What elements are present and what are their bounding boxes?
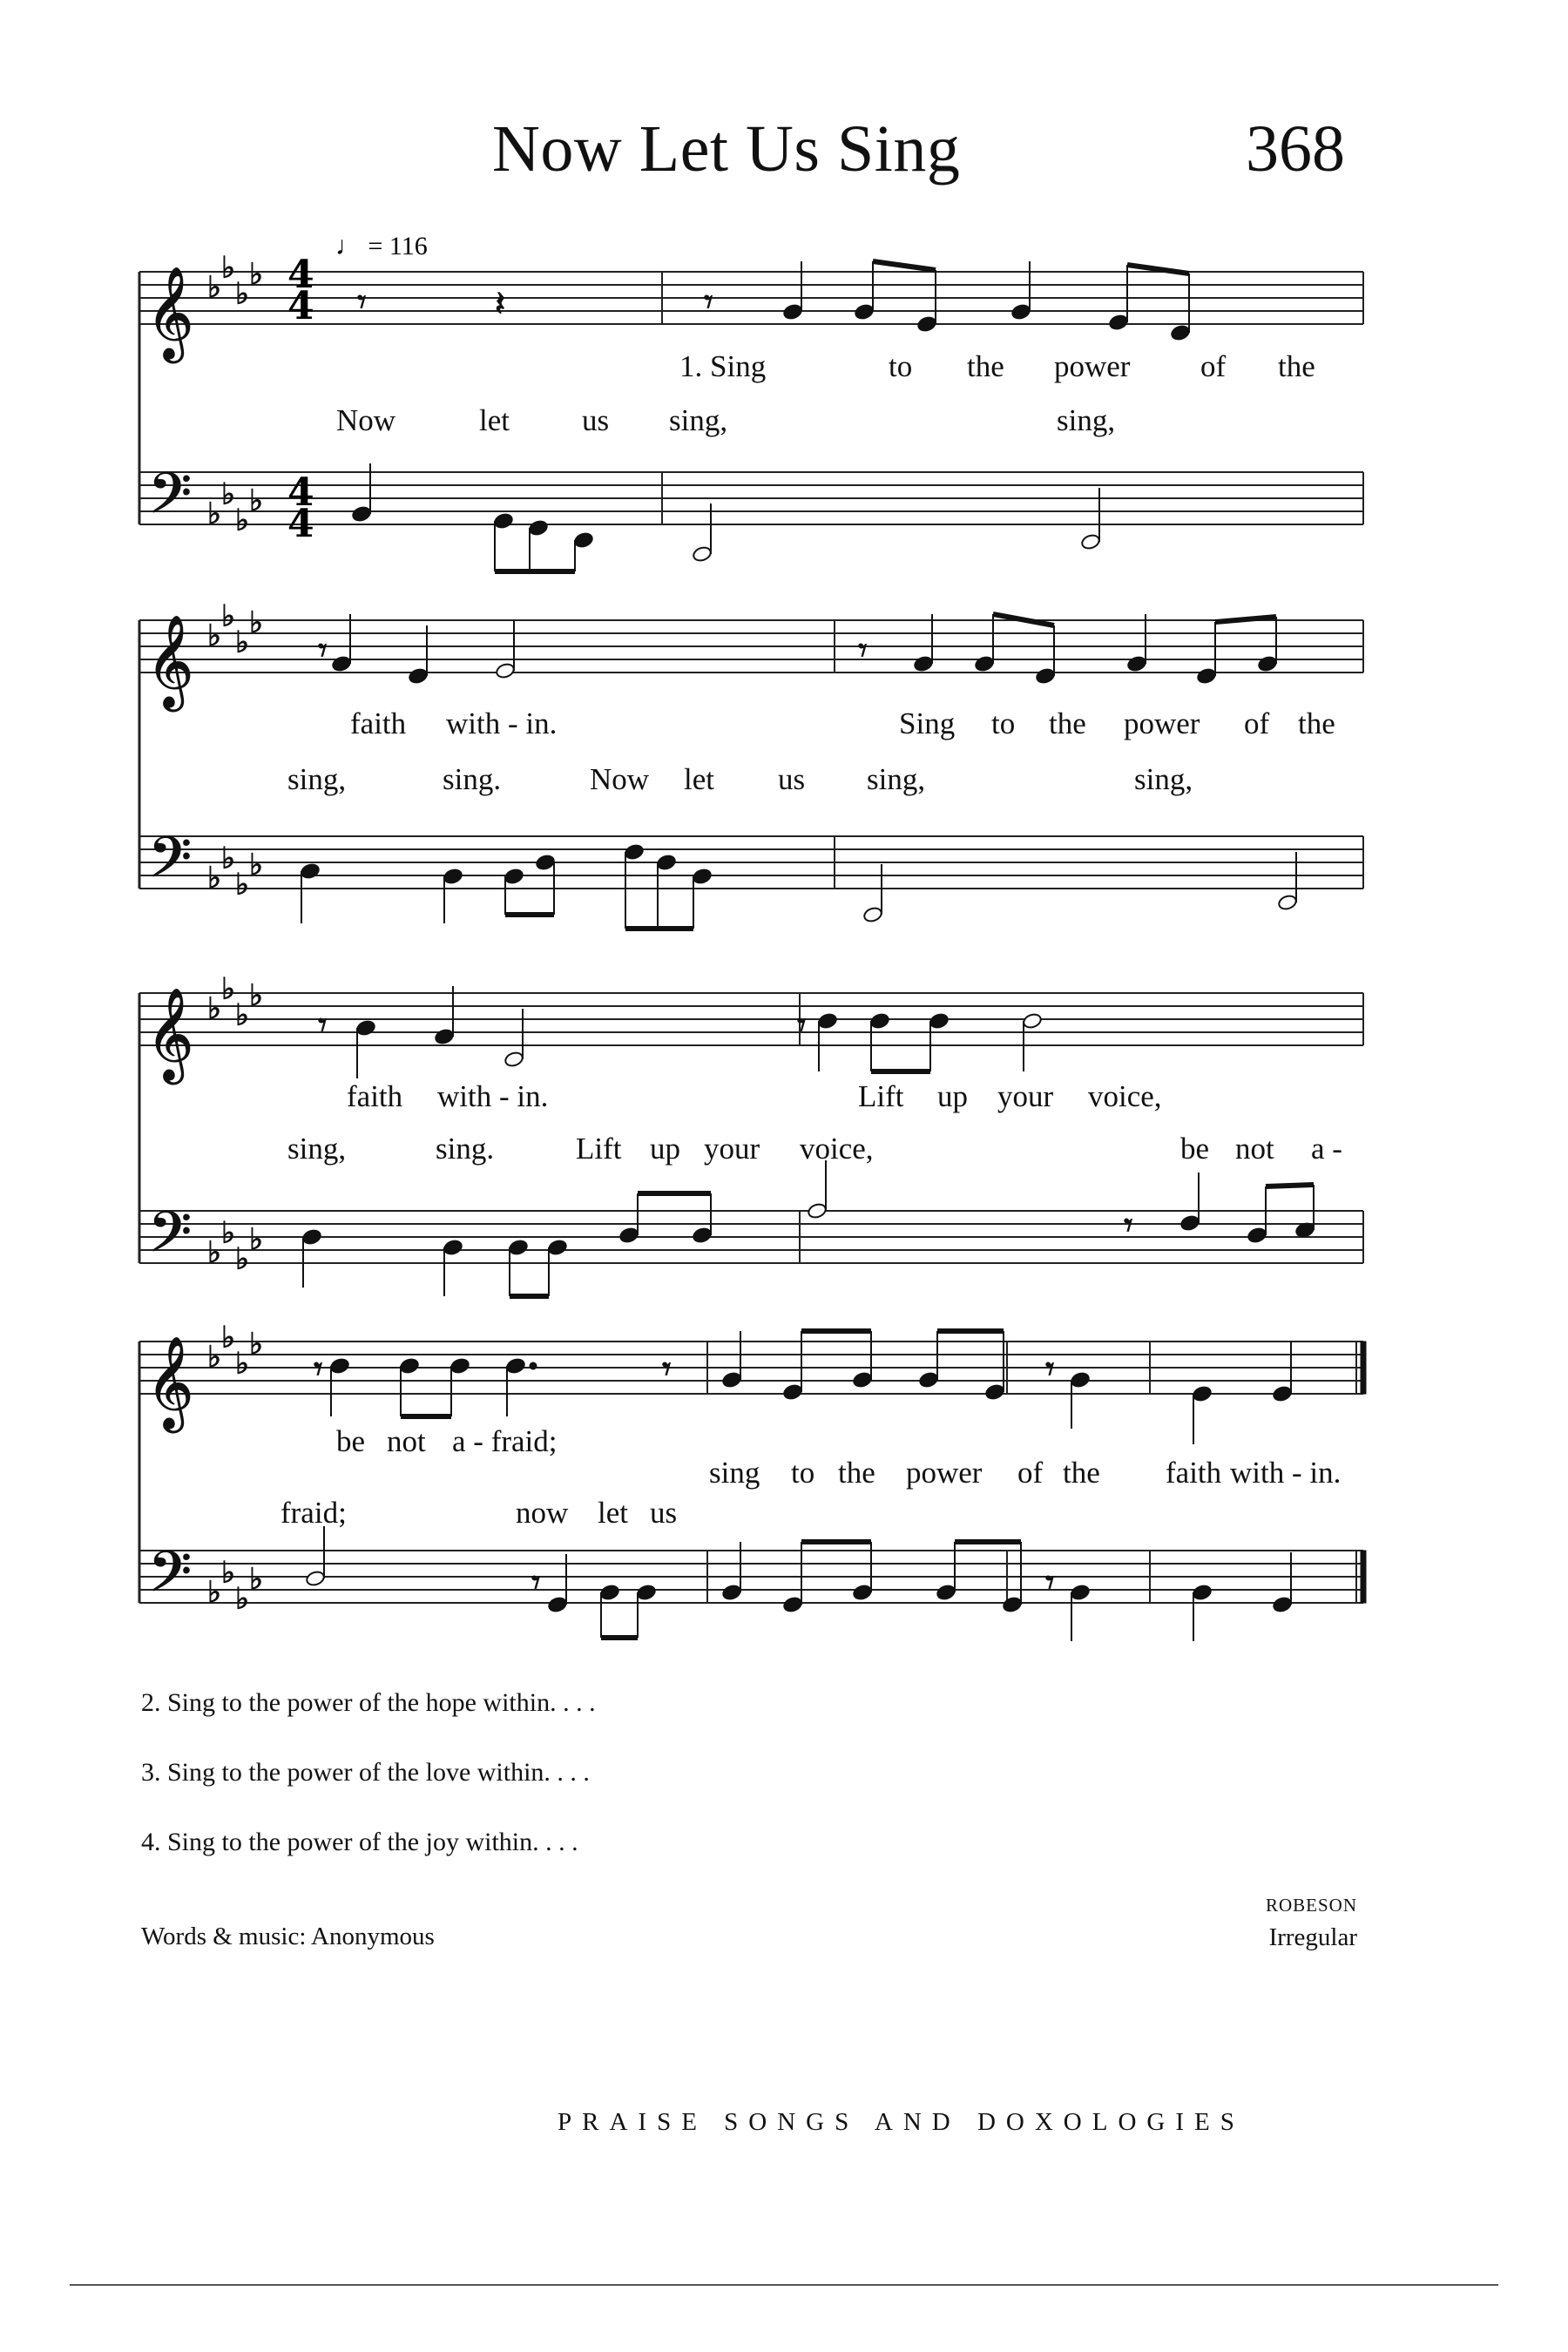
flat-icon: ♭ bbox=[207, 991, 222, 1026]
flat-icon: ♭ bbox=[207, 270, 222, 305]
flat-icon: ♭ bbox=[249, 1222, 264, 1257]
lyric-s4-upper-4: to bbox=[791, 1456, 815, 1490]
lyric-s3-lower-2: Lift bbox=[576, 1132, 622, 1166]
lyric-s1-upper-4: of bbox=[1200, 349, 1227, 383]
note-head bbox=[1196, 667, 1217, 685]
flat-icon: ♭ bbox=[207, 1340, 222, 1375]
lyric-s3-upper-1: with - in. bbox=[437, 1079, 549, 1113]
lyric-s4-upper-0: be bbox=[336, 1424, 366, 1458]
flat-icon: ♭ bbox=[207, 1235, 222, 1270]
note-head bbox=[443, 1239, 463, 1256]
lyric-s3-lower-3: up bbox=[650, 1132, 680, 1166]
note-head bbox=[573, 531, 594, 549]
verse-4: 4. Sing to the power of the joy within. . . . bbox=[141, 1828, 578, 1856]
treble-clef-icon: 𝄞 bbox=[146, 1335, 194, 1429]
flat-icon: ♭ bbox=[235, 1241, 250, 1277]
note-head bbox=[869, 1012, 890, 1030]
note-head bbox=[505, 1357, 526, 1375]
lyric-s1-upper-3: power bbox=[1054, 349, 1131, 383]
flat-icon: ♭ bbox=[221, 971, 236, 1007]
note-head bbox=[1179, 1214, 1200, 1232]
note-head bbox=[913, 655, 934, 672]
lyric-s1-upper-0: 1. Sing bbox=[679, 349, 767, 383]
lyric-s1-upper-5: the bbox=[1278, 349, 1315, 383]
time-sig-top-treble: 4 bbox=[287, 253, 314, 297]
flat-icon: ♭ bbox=[235, 1346, 250, 1382]
credits: Words & music: Anonymous bbox=[141, 1923, 435, 1950]
flat-icon: ♭ bbox=[221, 1215, 236, 1251]
lyric-s1-lower-2: us bbox=[582, 403, 610, 437]
flat-icon: ♭ bbox=[235, 503, 250, 538]
note-head bbox=[1170, 324, 1191, 341]
lyric-s3-lower-0: sing, bbox=[287, 1132, 347, 1166]
lyric-s3-lower-7: not bbox=[1235, 1132, 1274, 1166]
flat-icon: ♭ bbox=[221, 250, 236, 286]
flat-icon: ♭ bbox=[235, 867, 250, 902]
note-head bbox=[692, 1227, 713, 1244]
flat-icon: ♭ bbox=[235, 997, 250, 1033]
note-head bbox=[300, 862, 321, 880]
lyric-s2-upper-3: to bbox=[991, 706, 1016, 740]
note-head bbox=[1257, 655, 1278, 672]
note-head bbox=[918, 1371, 939, 1389]
flat-icon: ♭ bbox=[249, 978, 264, 1013]
section-title: PRAISE SONGS AND DOXOLOGIES bbox=[558, 2108, 1245, 2136]
note-head bbox=[493, 512, 514, 530]
tune-name: ROBESON bbox=[1265, 1895, 1357, 1916]
note-head bbox=[618, 1227, 639, 1244]
note-head bbox=[449, 1357, 470, 1375]
note-head bbox=[443, 868, 463, 885]
flat-icon: ♭ bbox=[249, 605, 264, 640]
flat-icon: ♭ bbox=[207, 497, 222, 531]
note-head bbox=[817, 1012, 838, 1030]
lyric-s4-upper-10: with - in. bbox=[1230, 1456, 1342, 1490]
rest-icon: 𝄾 bbox=[531, 1563, 541, 1603]
note-head bbox=[535, 854, 556, 871]
flat-icon: ♭ bbox=[249, 848, 264, 882]
flat-icon: ♭ bbox=[221, 598, 236, 634]
note-head bbox=[624, 843, 645, 861]
lyric-s2-upper-6: of bbox=[1244, 706, 1270, 740]
note-head bbox=[305, 1570, 326, 1587]
note-head bbox=[1108, 314, 1129, 331]
flat-icon: ♭ bbox=[249, 1562, 264, 1597]
dot bbox=[530, 1362, 537, 1369]
lyric-s3-lower-8: a - bbox=[1311, 1132, 1342, 1166]
note-head bbox=[974, 655, 995, 672]
bass-clef-icon: 𝄢 bbox=[148, 1200, 193, 1279]
hymn-number: 368 bbox=[1246, 112, 1345, 186]
note-head bbox=[1126, 655, 1147, 672]
note-head bbox=[1272, 1596, 1293, 1613]
note-head bbox=[807, 1202, 828, 1220]
treble-clef-icon: 𝄞 bbox=[146, 266, 194, 359]
flat-icon: ♭ bbox=[221, 1320, 236, 1355]
flat-icon: ♭ bbox=[221, 1555, 236, 1591]
note-head bbox=[528, 519, 549, 537]
lyric-s4-upper-5: the bbox=[838, 1456, 875, 1490]
lyric-s1-lower-4: sing, bbox=[1057, 403, 1116, 437]
lyric-s3-upper-5: voice, bbox=[1088, 1079, 1162, 1113]
note-beam bbox=[1266, 1185, 1314, 1186]
rest-icon: 𝄾 bbox=[1045, 1563, 1055, 1603]
rest-icon: 𝄾 bbox=[662, 1349, 672, 1389]
lyric-s3-lower-1: sing. bbox=[436, 1132, 495, 1166]
note-head bbox=[495, 662, 516, 679]
note-head bbox=[721, 1584, 742, 1601]
lyric-s2-lower-0: sing, bbox=[287, 762, 347, 796]
lyric-s2-upper-4: the bbox=[1049, 706, 1086, 740]
flat-icon: ♭ bbox=[221, 476, 236, 512]
verse-3: 3. Sing to the power of the love within. . . . bbox=[141, 1758, 590, 1787]
final-barline-thick bbox=[1361, 1551, 1366, 1603]
lyric-s4-lower-0: fraid; bbox=[280, 1496, 347, 1530]
treble-clef-icon: 𝄞 bbox=[146, 614, 194, 707]
lyric-s4-upper-9: faith bbox=[1166, 1456, 1222, 1490]
note-beam bbox=[1215, 617, 1276, 622]
lyric-s2-upper-0: faith bbox=[350, 706, 407, 740]
note-head bbox=[408, 667, 429, 685]
note-head bbox=[692, 545, 713, 563]
time-sig-top-bass: 4 bbox=[287, 470, 314, 515]
rest-icon: 𝄾 bbox=[318, 631, 328, 671]
rest-icon: 𝄽 bbox=[495, 284, 506, 324]
flat-icon: ♭ bbox=[249, 257, 264, 292]
lyric-s4-upper-2: a - fraid; bbox=[452, 1424, 558, 1458]
lyric-s2-upper-5: power bbox=[1124, 706, 1200, 740]
note-head bbox=[329, 1357, 350, 1375]
lyric-s3-upper-3: up bbox=[937, 1079, 968, 1113]
flat-icon: ♭ bbox=[207, 1575, 222, 1610]
note-head bbox=[1010, 303, 1031, 321]
final-barline-thick bbox=[1361, 1342, 1366, 1394]
time-sig-bottom-treble: 4 bbox=[287, 284, 314, 328]
lyric-s2-upper-2: Sing bbox=[899, 706, 956, 740]
note-head bbox=[916, 315, 937, 333]
lyric-s3-lower-5: voice, bbox=[800, 1132, 874, 1166]
treble-clef-icon: 𝄞 bbox=[146, 987, 194, 1080]
flat-icon: ♭ bbox=[235, 625, 250, 660]
note-head bbox=[852, 1371, 873, 1389]
note-head bbox=[721, 1371, 742, 1389]
rest-icon: 𝄾 bbox=[1045, 1349, 1055, 1389]
page-rule bbox=[70, 2284, 1498, 2286]
lyric-s3-upper-4: your bbox=[997, 1079, 1054, 1113]
note-head bbox=[936, 1584, 956, 1601]
note-head bbox=[862, 906, 883, 923]
flat-icon: ♭ bbox=[235, 276, 250, 312]
rest-icon: 𝄾 bbox=[1124, 1206, 1133, 1246]
verse-2: 2. Sing to the power of the hope within. . . . bbox=[141, 1688, 596, 1717]
note-head bbox=[599, 1584, 620, 1601]
staff-lines bbox=[139, 272, 1363, 1603]
rest-icon: 𝄾 bbox=[858, 631, 868, 671]
flat-icon: ♭ bbox=[207, 618, 222, 653]
lyric-s1-lower-1: let bbox=[479, 403, 510, 437]
note-head bbox=[984, 1383, 1005, 1401]
lyric-s4-lower-2: let bbox=[598, 1496, 628, 1530]
lyric-s4-lower-3: us bbox=[650, 1496, 678, 1530]
lyric-s4-upper-8: the bbox=[1063, 1456, 1100, 1490]
note-head bbox=[929, 1012, 950, 1030]
note-head bbox=[547, 1239, 568, 1256]
lyric-s3-upper-0: faith bbox=[347, 1079, 403, 1113]
note-head bbox=[355, 1019, 376, 1037]
note-head bbox=[636, 1584, 657, 1601]
note-head bbox=[331, 655, 352, 672]
lyric-s1-upper-1: to bbox=[889, 349, 913, 383]
note-head bbox=[1277, 894, 1298, 911]
bass-clef-icon: 𝄢 bbox=[148, 1540, 193, 1619]
note-beam bbox=[873, 261, 936, 270]
flat-icon: ♭ bbox=[221, 841, 236, 876]
note-head bbox=[1070, 1371, 1091, 1389]
flat-icon: ♭ bbox=[249, 1327, 264, 1362]
note-head bbox=[434, 1028, 455, 1045]
rest-icon: 𝄾 bbox=[357, 282, 367, 322]
flat-icon: ♭ bbox=[235, 1581, 250, 1617]
hymn-title: Now Let Us Sing bbox=[492, 112, 961, 186]
bass-clef-icon: 𝄢 bbox=[148, 462, 193, 540]
time-sig-bottom-bass: 4 bbox=[287, 502, 314, 546]
note-head bbox=[1272, 1385, 1293, 1402]
note-head bbox=[854, 303, 875, 321]
flat-icon: ♭ bbox=[207, 861, 222, 896]
note-head bbox=[351, 505, 372, 523]
note-head bbox=[399, 1357, 420, 1375]
lyric-s4-upper-3: sing bbox=[709, 1456, 760, 1490]
note-head bbox=[1002, 1596, 1023, 1613]
lyric-s3-lower-4: your bbox=[704, 1132, 760, 1166]
bass-clef-icon: 𝄢 bbox=[148, 826, 193, 904]
note-head bbox=[1070, 1584, 1091, 1601]
note-head bbox=[1192, 1385, 1213, 1402]
rest-icon: 𝄾 bbox=[797, 1005, 807, 1045]
rest-icon: 𝄾 bbox=[704, 282, 713, 322]
lyric-s1-lower-0: Now bbox=[336, 403, 396, 437]
lyric-s1-upper-2: the bbox=[967, 349, 1004, 383]
lyric-s2-lower-4: us bbox=[778, 762, 806, 796]
note-head bbox=[301, 1228, 322, 1246]
note-head bbox=[656, 854, 677, 871]
note-head bbox=[1035, 667, 1056, 685]
note-head bbox=[504, 1051, 524, 1068]
note-head bbox=[782, 1383, 803, 1401]
note-head bbox=[1022, 1012, 1043, 1030]
note-head bbox=[782, 303, 803, 321]
rest-icon: 𝄾 bbox=[314, 1349, 323, 1389]
rest-icon: 𝄾 bbox=[318, 1005, 328, 1045]
lyric-s2-lower-2: Now bbox=[590, 762, 650, 796]
tempo-marking: ♩ = 116 bbox=[335, 232, 428, 260]
lyric-s4-upper-6: power bbox=[906, 1456, 983, 1490]
note-head bbox=[852, 1584, 873, 1601]
lyric-s3-upper-2: Lift bbox=[858, 1079, 904, 1113]
lyric-s2-lower-1: sing. bbox=[443, 762, 502, 796]
lyric-s2-upper-1: with - in. bbox=[446, 706, 558, 740]
note-head bbox=[547, 1596, 568, 1613]
note-head bbox=[692, 868, 713, 885]
note-head bbox=[1080, 533, 1101, 551]
lyric-s2-upper-7: the bbox=[1298, 706, 1335, 740]
lyric-s4-upper-7: of bbox=[1017, 1456, 1044, 1490]
lyric-s4-lower-1: now bbox=[516, 1496, 569, 1530]
note-head bbox=[1192, 1584, 1213, 1601]
lyric-s3-lower-6: be bbox=[1180, 1132, 1210, 1166]
music-notation bbox=[146, 251, 1366, 1642]
flat-icon: ♭ bbox=[249, 483, 264, 518]
note-head bbox=[1247, 1227, 1267, 1244]
note-head bbox=[508, 1239, 529, 1256]
note-head bbox=[504, 868, 524, 885]
lyric-s1-lower-3: sing, bbox=[669, 403, 728, 437]
note-head bbox=[782, 1596, 803, 1613]
lyric-s4-upper-1: not bbox=[387, 1424, 426, 1458]
lyric-s2-lower-6: sing, bbox=[1134, 762, 1193, 796]
lyric-s2-lower-5: sing, bbox=[867, 762, 926, 796]
lyric-s2-lower-3: let bbox=[684, 762, 714, 796]
meter: Irregular bbox=[1268, 1923, 1357, 1951]
